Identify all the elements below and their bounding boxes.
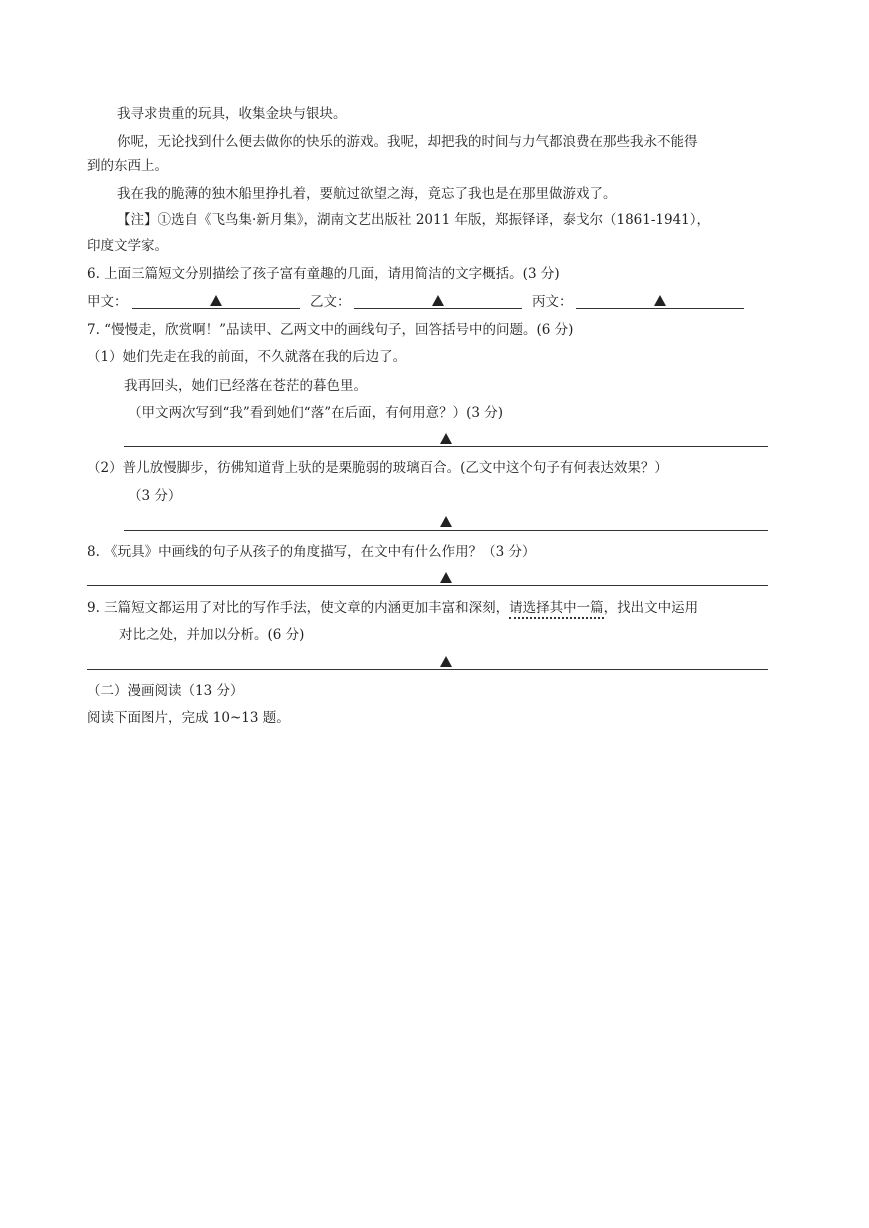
- question-7-sentence-1-line-2: 我再回头，她们已经落在苍茫的暮色里。: [124, 378, 367, 394]
- answer-line-a[interactable]: [132, 308, 300, 309]
- answer-line-b[interactable]: [354, 308, 522, 309]
- question-6-label-c: 丙文：: [532, 294, 573, 310]
- answer-marker-b-icon: [432, 295, 444, 306]
- question-9-line-2: 对比之处，并加以分析。(6 分): [119, 627, 305, 643]
- answer-marker-a-icon: [210, 295, 222, 306]
- answer-marker-8-icon: [440, 572, 452, 583]
- section-2-heading: （二）漫画阅读（13 分）: [87, 683, 244, 699]
- passage-paragraph-3: 我在我的脆薄的独木船里挣扎着，要航过欲望之海，竟忘了我也是在那里做游戏了。: [117, 186, 617, 202]
- section-2-instruction: 阅读下面图片，完成 10~13 题。: [87, 710, 290, 726]
- question-9-line-1: [87, 598, 698, 618]
- passage-paragraph-1: 我寻求贵重的玩具，收集金块与银块。: [117, 106, 347, 122]
- question-6-label-a: 甲文：: [87, 294, 128, 310]
- passage-note-line-1: 【注】①选自《飞鸟集·新月集》，湖南文艺出版社 2011 年版，郑振铎译，泰戈尔（1861-1941），: [117, 212, 711, 228]
- answer-line-8[interactable]: [87, 585, 768, 586]
- answer-line-9[interactable]: [87, 669, 768, 670]
- question-9-text-post: ，找出文中运用: [603, 600, 699, 616]
- passage-paragraph-2-line-1: 你呢，无论找到什么便去做你的快乐的游戏。我呢，却把我的时间与力气都浪费在那些我永不能得: [117, 134, 698, 150]
- question-6-label-b: 乙文：: [310, 294, 351, 310]
- question-7-sentence-2-line-1: （2）普儿放慢脚步，彷佛知道背上驮的是栗脆弱的玻璃百合。(乙文中这个句子有何表达效果？）: [87, 460, 668, 476]
- answer-marker-c-icon: [654, 295, 666, 306]
- question-9-emphasis: 请选择其中一篇: [509, 600, 604, 619]
- question-8-text: 8. 《玩具》中画线的句子从孩子的角度描写，在文中有什么作用？（3 分）: [87, 544, 536, 560]
- question-6-text: 6. 上面三篇短文分别描绘了孩子富有童趣的几面，请用简洁的文字概括。(3 分): [87, 266, 560, 282]
- answer-marker-7-1-icon: [440, 433, 452, 444]
- question-7-sentence-1-line-1: （1）她们先走在我的前面，不久就落在我的后边了。: [87, 349, 407, 365]
- passage-paragraph-2-line-2: 到的东西上。: [87, 158, 168, 174]
- passage-note-line-2: 印度文学家。: [87, 238, 168, 254]
- answer-marker-9-icon: [440, 656, 452, 667]
- answer-line-7-2[interactable]: [124, 530, 768, 531]
- answer-line-c[interactable]: [576, 308, 744, 309]
- question-7-text: 7. “慢慢走，欣赏啊！”品读甲、乙两文中的画线句子，回答括号中的问题。(6 分): [87, 322, 574, 338]
- answer-marker-7-2-icon: [440, 516, 452, 527]
- question-7-sentence-2-line-2: （3 分）: [128, 488, 182, 504]
- answer-line-7-1[interactable]: [124, 446, 768, 447]
- question-7-subquestion-1: （甲文两次写到“我”看到她们“落”在后面，有何用意？）(3 分): [128, 405, 504, 421]
- question-9-text-pre: 9. 三篇短文都运用了对比的写作手法，使文章的内涵更加丰富和深刻，: [87, 600, 510, 616]
